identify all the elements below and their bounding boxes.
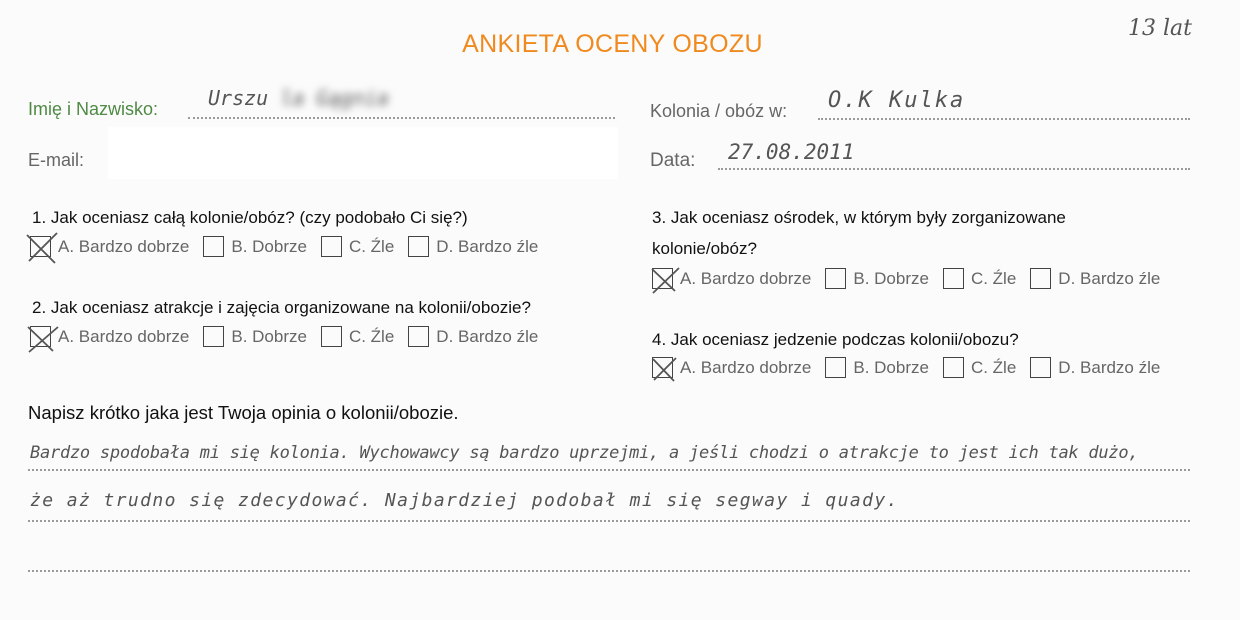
q4-checkbox-d[interactable] bbox=[1030, 357, 1051, 378]
q1-option-a[interactable] bbox=[30, 236, 189, 257]
age-note: 13 lat bbox=[1128, 16, 1192, 41]
q2-option-c[interactable] bbox=[321, 326, 394, 347]
q4-checkbox-b[interactable] bbox=[825, 357, 846, 378]
q3-option-d-label: D. Bardzo źle bbox=[1058, 268, 1161, 288]
q1-checkbox-a[interactable] bbox=[30, 236, 51, 257]
q3-option-c-label: C. Źle bbox=[970, 268, 1017, 288]
q2-checkbox-c[interactable] bbox=[321, 326, 342, 347]
camp-line bbox=[818, 118, 1190, 120]
date-label: Data: bbox=[650, 150, 696, 171]
q4-option-d-label: D. Bardzo źle bbox=[1058, 357, 1161, 377]
q3-checkbox-d[interactable] bbox=[1030, 268, 1051, 289]
question-3-options bbox=[652, 268, 1174, 289]
q4-checkbox-a[interactable] bbox=[652, 357, 673, 378]
name-value bbox=[208, 86, 389, 110]
q2-option-a[interactable] bbox=[30, 326, 189, 347]
form-title: ANKIETA OCENY OBOZU bbox=[462, 30, 763, 58]
q2-option-b-label: B. Dobrze bbox=[231, 326, 307, 346]
q4-option-c[interactable] bbox=[943, 357, 1016, 378]
question-2-options bbox=[30, 326, 552, 347]
opinion-line-2 bbox=[28, 520, 1190, 522]
q4-option-b[interactable] bbox=[825, 357, 929, 378]
q4-option-a-label: A. Bardzo dobrze bbox=[680, 357, 812, 377]
date-value: 27.08.2011 bbox=[728, 140, 855, 164]
q3-checkbox-b[interactable] bbox=[825, 268, 846, 289]
camp-label: Kolonia / obóz w: bbox=[650, 101, 788, 121]
question-1-options bbox=[30, 236, 552, 257]
q3-option-a-label: A. Bardzo dobrze bbox=[680, 268, 812, 288]
q1-option-a-label: A. Bardzo dobrze bbox=[58, 236, 190, 256]
question-3-line2: kolonie/obóz? bbox=[652, 239, 757, 258]
name-line bbox=[188, 117, 615, 119]
opinion-line-3 bbox=[28, 570, 1190, 572]
q2-option-a-label: A. Bardzo dobrze bbox=[58, 326, 190, 346]
name-label: Imię i Nazwisko: bbox=[28, 99, 159, 119]
check-mark-icon bbox=[25, 321, 59, 355]
q1-option-c[interactable] bbox=[321, 236, 394, 257]
q3-option-d[interactable] bbox=[1030, 268, 1160, 289]
q1-option-d[interactable] bbox=[408, 236, 538, 257]
question-4: 4. Jak oceniasz jedzenie podczas kolonii/obozu? bbox=[652, 330, 1019, 349]
opinion-line-1 bbox=[28, 469, 1190, 471]
q1-option-b-label: B. Dobrze bbox=[231, 236, 307, 256]
q1-option-b[interactable] bbox=[203, 236, 307, 257]
q2-option-d[interactable] bbox=[408, 326, 538, 347]
email-redaction-box bbox=[108, 127, 618, 179]
name-redacted: la Gągnia bbox=[280, 86, 389, 110]
question-1: 1. Jak oceniasz całą kolonie/obóz? (czy podobało Ci się?) bbox=[32, 208, 468, 227]
q3-checkbox-c[interactable] bbox=[943, 268, 964, 289]
q4-checkbox-c[interactable] bbox=[943, 357, 964, 378]
q2-option-c-label: C. Źle bbox=[348, 326, 395, 346]
q2-checkbox-b[interactable] bbox=[203, 326, 224, 347]
q2-option-d-label: D. Bardzo źle bbox=[436, 326, 539, 346]
email-label: E-mail: bbox=[28, 150, 85, 170]
name-first: Urszu bbox=[208, 86, 269, 110]
question-2: 2. Jak oceniasz atrakcje i zajęcia organizowane na kolonii/obozie? bbox=[32, 298, 531, 317]
question-4-options bbox=[652, 357, 1174, 378]
q3-option-c[interactable] bbox=[943, 268, 1016, 289]
q3-checkbox-a[interactable] bbox=[652, 268, 673, 289]
q2-checkbox-a[interactable] bbox=[30, 326, 51, 347]
check-mark-icon bbox=[647, 352, 681, 386]
opinion-text-2: że aż trudno się zdecydować. Najbardziej podobał mi się segway i quady. bbox=[30, 490, 899, 511]
q4-option-b-label: B. Dobrze bbox=[853, 357, 929, 377]
q2-option-b[interactable] bbox=[203, 326, 307, 347]
q2-checkbox-d[interactable] bbox=[408, 326, 429, 347]
check-mark-icon bbox=[25, 231, 59, 265]
q1-option-c-label: C. Źle bbox=[348, 236, 395, 256]
q3-option-b-label: B. Dobrze bbox=[853, 268, 929, 288]
opinion-question: Napisz krótko jaka jest Twoja opinia o kolonii/obozie. bbox=[28, 402, 459, 423]
q3-option-b[interactable] bbox=[825, 268, 929, 289]
camp-value: O.K Kulka bbox=[828, 88, 966, 113]
q4-option-a[interactable] bbox=[652, 357, 811, 378]
q1-checkbox-c[interactable] bbox=[321, 236, 342, 257]
q4-option-d[interactable] bbox=[1030, 357, 1160, 378]
q3-option-a[interactable] bbox=[652, 268, 811, 289]
q4-option-c-label: C. Źle bbox=[970, 357, 1017, 377]
opinion-text-1: Bardzo spodobała mi się kolonia. Wychowawcy są bardzo uprzejmi, a jeśli chodzi o atrakcje to jest ich tak dużo, bbox=[30, 443, 1139, 463]
q1-option-d-label: D. Bardzo źle bbox=[436, 236, 539, 256]
q1-checkbox-b[interactable] bbox=[203, 236, 224, 257]
date-line bbox=[718, 168, 1190, 170]
q1-checkbox-d[interactable] bbox=[408, 236, 429, 257]
check-mark-icon bbox=[647, 263, 681, 297]
question-3-line1: 3. Jak oceniasz ośrodek, w którym były zorganizowane bbox=[652, 208, 1066, 227]
